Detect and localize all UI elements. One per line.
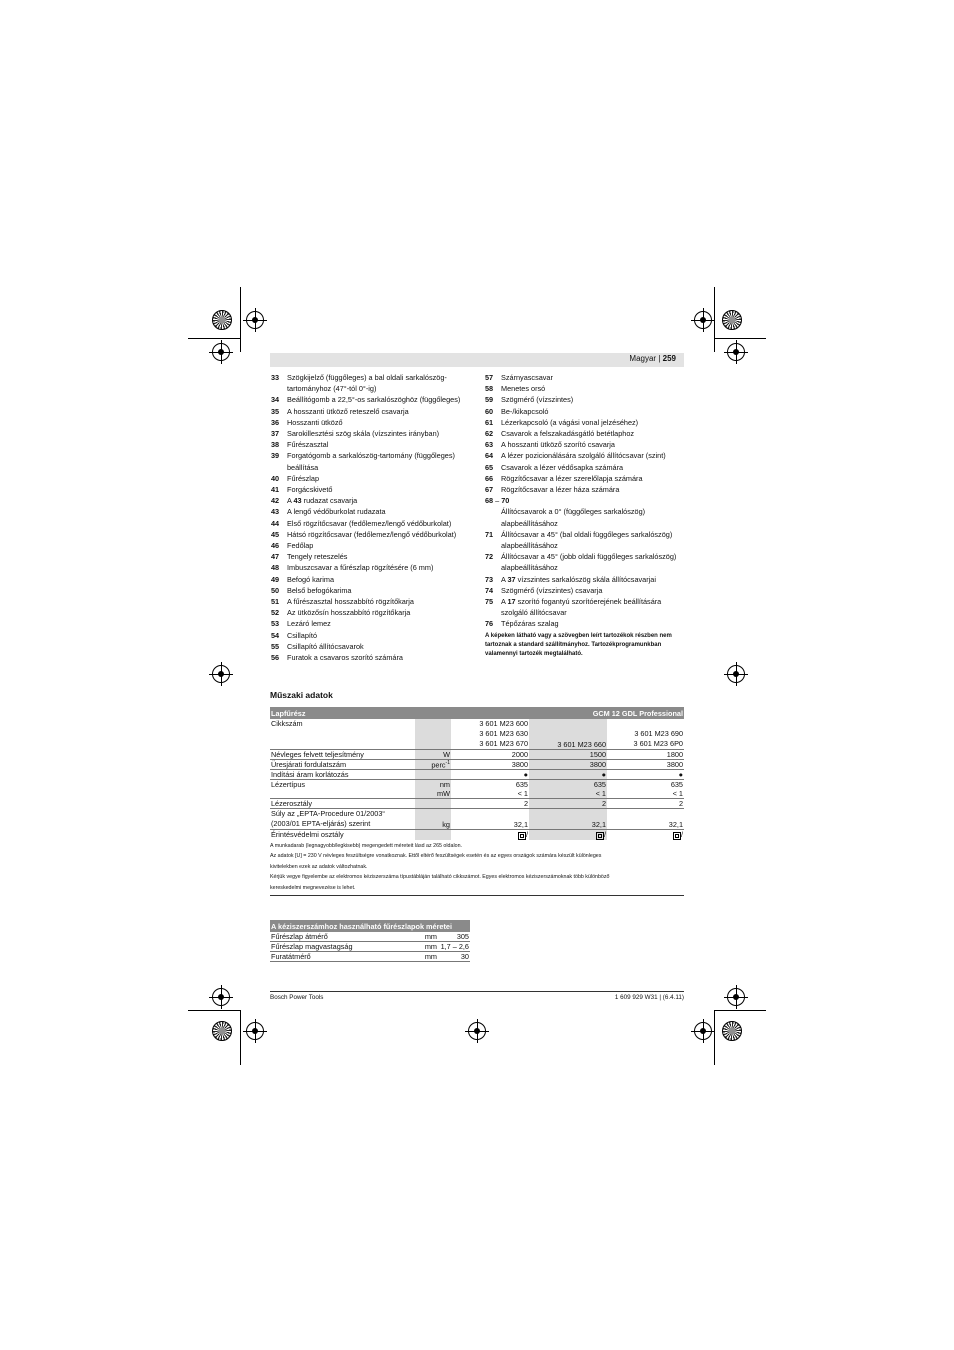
- list-item: 45 Hátsó rögzítőcsavar (fedőlemez/lengő védőburkolat): [271, 529, 457, 539]
- table-row: Súly az „EPTA-Procedure 01/2003“ (2003/01 EPTA-eljárás) szerint kg 32,1 32,1 32,1: [271, 809, 683, 830]
- parts-list-right: [485, 372, 685, 659]
- list-item: 58 Menetes orsó: [485, 384, 546, 394]
- page-number: 259: [662, 354, 676, 363]
- page-header: Magyar | 259: [270, 353, 684, 367]
- list-item: 44 Első rögzítőcsavar (fedőlemez/lengő védőburkolat): [271, 518, 452, 528]
- table-row: Lézerosztály 2 2 2: [271, 799, 683, 809]
- list-item: 56 Furatok a csavaros szorító számára: [271, 653, 403, 663]
- registration-star-icon: [212, 1021, 232, 1041]
- footer-docnumber: 1 609 929 W31 | (6.4.11): [614, 994, 684, 1001]
- list-item: 64 A lézer pozicionálására szolgáló állítócsavar (szint): [485, 451, 666, 461]
- list-item: 41 Forgácskivető: [271, 485, 333, 495]
- list-item: 50 Belső befogókarima: [271, 585, 352, 595]
- accessories-note: A képeken látható vagy a szövegben leírt tartozékok részben nem tartoznak a standard szállítmányhoz. Tartozékprogramunkban valamennyi tartozék megtalálható.: [485, 632, 672, 657]
- registration-star-icon: [722, 310, 742, 330]
- list-item: 43 A lengő védőburkolat rudazata: [271, 507, 386, 517]
- list-item: 57 Szárnyascsavar: [485, 373, 553, 382]
- list-item: 59 Szögmérő (vízszintes): [485, 395, 574, 405]
- list-item: 46 Fedőlap: [271, 541, 314, 551]
- section-title: Műszaki adatok: [270, 690, 333, 700]
- crosshair-icon: [727, 665, 745, 683]
- list-item: 71 Állítócsavar a 45° (bal oldali függőleges sarkalószög) alapbeállításához: [485, 529, 673, 551]
- list-item: 35 A hosszanti ütköző reteszelő csavarja: [271, 406, 409, 416]
- list-item: 49 Befogó karima: [271, 574, 335, 584]
- list-item: 36 Hosszanti ütköző: [271, 417, 343, 427]
- table-row: Érintésvédelmi osztály / / /: [271, 830, 683, 840]
- crosshair-icon: [212, 988, 230, 1006]
- table-row: Furatátmérő mm 30: [271, 952, 469, 961]
- protection-class-icon: [673, 832, 681, 840]
- list-item: 65 Csavarok a lézer védősapka számára: [485, 462, 624, 472]
- crosshair-icon: [246, 311, 264, 329]
- table-row: Cikkszám 3 601 M23 600 3 601 M23 630 3 601 M23 670 3 601 M23 660 3 601 M23 690 3 601 M23 6P0: [271, 719, 683, 749]
- list-item: 75 A 17 szorító fogantyú szorítóerejének beállítására szolgáló állítócsavar: [485, 597, 662, 618]
- table-footnotes: A munkadarab (legnagyobb/legkisebb) megengedett méreteit lásd az 265 oldalon. Az adatok [U] = 230 V névleges feszültségre vonatkoznak. Ettől eltérő feszültségek esetén és az egyes országok számára készült különleges kivitelekben ezek az adatok változhatnak. Kérjük vegye figyelembe az elektromos kéziszerszáma típustábláján található cikkszámot. Egyes elektromos kéziszerszámoknak több különböző kereskedelmi megnevezése is lehet.: [270, 840, 684, 897]
- list-item: 55 Csillapító állítócsavarok: [271, 641, 364, 651]
- registration-star-icon: [212, 310, 232, 330]
- table-row: Névleges felvett teljesítmény W 2000 1500 1800: [271, 750, 683, 759]
- list-item: 52 Az ütközősín hosszabbító rögzítőkarja: [271, 608, 411, 618]
- list-item: 38 Fűrészasztal: [271, 440, 329, 450]
- list-item: 34 Beállítógomb a 22,5°-os sarkalószöghöz (függőleges): [271, 395, 461, 405]
- list-item: 62 Csavarok a felszakadásgátló betétlaphoz: [485, 429, 635, 439]
- footer-brand: Bosch Power Tools: [270, 994, 324, 1001]
- parts-list-left: [271, 372, 476, 663]
- page-footer: [270, 991, 684, 992]
- crosshair-icon: [694, 1022, 712, 1040]
- list-item: 40 Fűrészlap: [271, 473, 320, 483]
- list-item: 47 Tengely reteszelés: [271, 552, 348, 562]
- crosshair-icon: [212, 665, 230, 683]
- list-item: 66 Rögzítőcsavar a lézer szerelőlapja számára: [485, 473, 643, 483]
- list-item: 37 Sarokillesztési szög skála (vízszintes irányban): [271, 429, 440, 439]
- crosshair-icon: [246, 1022, 264, 1040]
- list-item: 67 Rögzítőcsavar a lézer háza számára: [485, 485, 620, 495]
- list-item: 73 A 37 vízszintes sarkalószög skála állítócsavarjai: [485, 574, 656, 584]
- list-item: 33 Szögkijelző (függőleges) a bal oldali sarkalószög- tartományhoz (47°-tól 0°-ig): [271, 373, 447, 394]
- table-row: Fűrészlap átmérő mm 305: [271, 932, 469, 941]
- list-item: 53 Lezáró lemez: [271, 619, 331, 629]
- table-row: mW < 1 < 1 < 1: [270, 789, 684, 799]
- crosshair-icon: [694, 311, 712, 329]
- crosshair-icon: [212, 343, 230, 361]
- registration-star-icon: [722, 1021, 742, 1041]
- list-item: 39 Forgatógomb a sarkalószög-tartomány (függőleges) beállítása: [271, 451, 455, 472]
- table-row: Lézertípus nm 635 635 635: [271, 780, 683, 790]
- table-row: Indítási áram korlátozás ● ● ●: [271, 770, 683, 780]
- list-item: 54 Csillapító: [271, 630, 318, 640]
- header-language: Magyar: [629, 354, 657, 363]
- list-item: 72 Állítócsavar a 45° (jobb oldali függőleges sarkalószög) alapbeállításához: [485, 552, 677, 573]
- protection-class-icon: [518, 832, 526, 840]
- list-item: 63 A hosszanti ütköző szorító csavarja: [485, 440, 615, 450]
- list-item: 51 A fűrészasztal hosszabbító rögzítőkarja: [271, 597, 414, 607]
- list-item: 48 Imbuszcsavar a fűrészlap rögzítésére (6 mm): [271, 563, 434, 573]
- list-item: 42 A 43 rudazat csavarja: [271, 496, 358, 506]
- blade-dimensions-table: A kéziszerszámhoz használható fűrészlapok méretei Fűrészlap átmérő mm 305 Fűrészlap magvastagság mm 1,7 – 2,6 Furatátmérő mm 30: [271, 921, 469, 961]
- crosshair-icon: [468, 1022, 486, 1040]
- list-item: 76 Tépőzáras szalag: [485, 619, 559, 629]
- crosshair-icon: [727, 343, 745, 361]
- crosshair-icon: [727, 988, 745, 1006]
- tech-data-table: [270, 707, 684, 896]
- list-item: 68 – 70 Állítócsavarok a 0° (függőleges sarkalószög) alapbeállításához: [485, 496, 646, 528]
- table-row: Fűrészlap magvastagság mm 1,7 – 2,6: [271, 942, 469, 951]
- list-item: 60 Be-/kikapcsoló: [485, 406, 549, 416]
- protection-class-icon: [596, 832, 604, 840]
- list-item: 74 Szögmérő (vízszintes) csavarja: [485, 585, 603, 595]
- list-item: 61 Lézerkapcsoló (a vágási vonal jelzéséhez): [485, 417, 639, 427]
- table-header-row: Lapfűrész GCM 12 GDL Professional: [271, 708, 683, 718]
- table-row: Üresjárati fordulatszám perc$^{-1}$ 3800 3800 3800: [271, 760, 683, 770]
